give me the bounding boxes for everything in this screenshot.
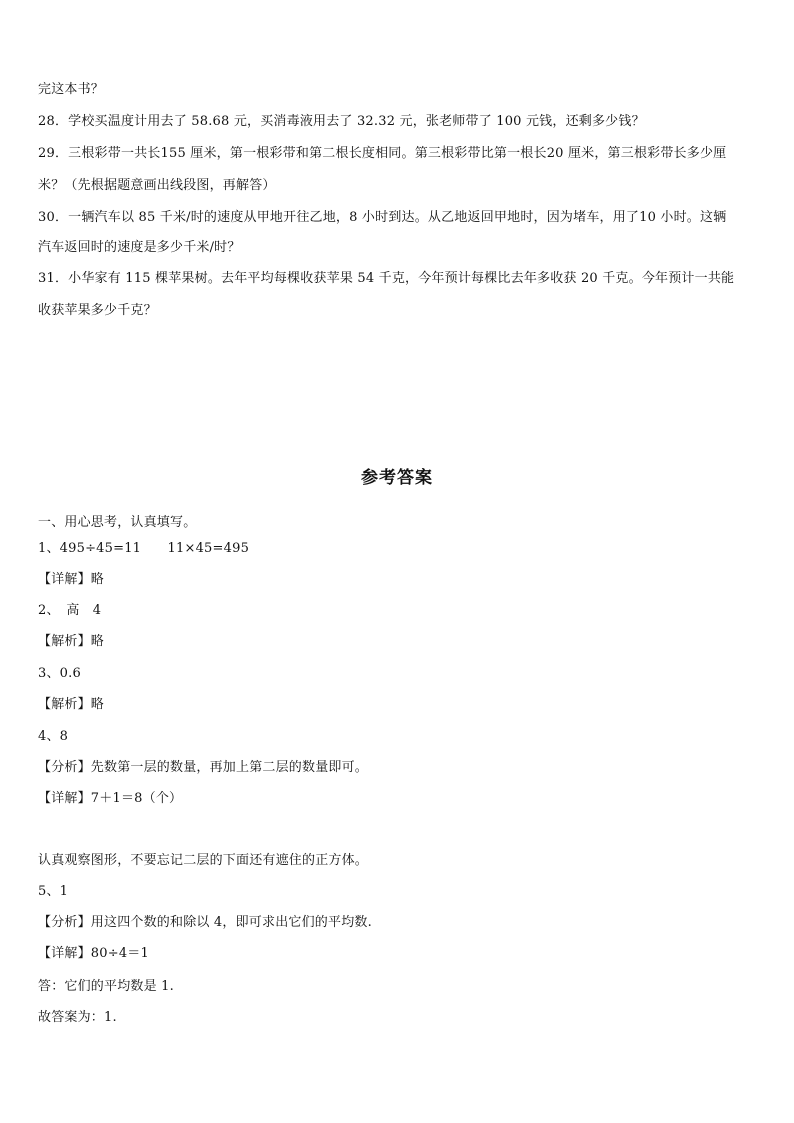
answer-5-response: 答：它们的平均数是 1.	[38, 979, 174, 994]
answer-1: 1、495÷45=11 11×45=495	[38, 541, 250, 556]
answer-5-detail: 【详解】80÷4＝1	[38, 946, 149, 961]
answer-2-analysis: 【解析】略	[38, 634, 105, 649]
answer-3: 3、0.6	[38, 666, 81, 681]
answer-5: 5、1	[38, 884, 69, 899]
question-31-cont: 收获苹果多少千克？	[38, 303, 157, 318]
question-28: 28．学校买温度计用去了 58.68 元，买消毒液用去了 32.32 元，张老师带了 100 元钱，还剩多少钱？	[38, 114, 645, 129]
question-line: 完这本书？	[38, 82, 105, 97]
answer-4-analysis: 【分析】先数第一层的数量，再加上第二层的数量即可。	[38, 760, 369, 775]
answer-5-analysis: 【分析】用这四个数的和除以 4，即可求出它们的平均数.	[38, 915, 372, 930]
answer-4-detail: 【详解】7＋1＝8（个）	[38, 791, 183, 806]
answer-3-analysis: 【解析】略	[38, 697, 105, 712]
section-heading: 一、用心思考，认真填写。	[38, 515, 197, 530]
question-29: 29．三根彩带一共长155 厘米，第一根彩带和第二根长度相同。第三根彩带比第一根长20 厘米，第三根彩带长多少厘	[38, 146, 727, 161]
question-30: 30．一辆汽车以 85 千米/时的速度从甲地开往乙地，8 小时到达。从乙地返回甲地时，因为堵车，用了10 小时。这辆	[38, 210, 727, 225]
answer-4: 4、8	[38, 729, 69, 744]
question-31: 31．小华家有 115 棵苹果树。去年平均每棵收获苹果 54 千克，今年预计每棵比去年多收获 20 千克。今年预计一共能	[38, 271, 735, 286]
question-29-cont: 米？（先根据题意画出线段图，再解答）	[38, 178, 276, 193]
answer-2: 2、 高 4	[38, 603, 102, 618]
answer-1-detail: 【详解】略	[38, 572, 105, 587]
answer-4-note: 认真观察图形，不要忘记二层的下面还有遮住的正方体。	[38, 853, 369, 868]
answer-5-final: 故答案为：1.	[38, 1010, 117, 1025]
answers-title: 参考答案	[361, 468, 433, 488]
question-30-cont: 汽车返回时的速度是多少千米/时？	[38, 240, 241, 255]
